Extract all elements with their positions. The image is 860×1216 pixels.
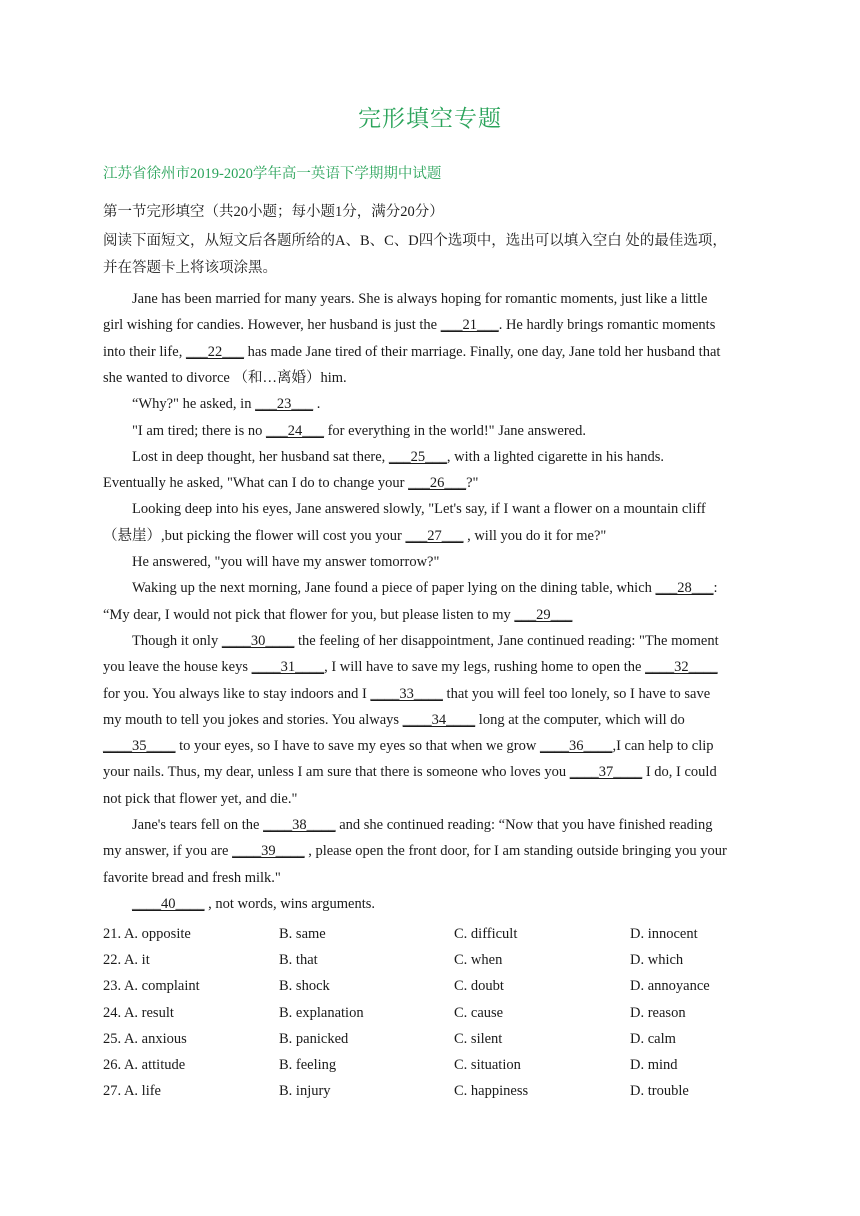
answer-blank: ___28___ bbox=[655, 580, 714, 596]
answer-blank: ____38____ bbox=[263, 817, 336, 833]
passage-line bbox=[132, 394, 792, 414]
option-c: C. silent bbox=[454, 1031, 503, 1047]
option-c: C. cause bbox=[454, 1005, 504, 1021]
answer-blank: ___27___ bbox=[405, 528, 464, 544]
passage-line bbox=[132, 631, 792, 651]
passage-text: Looking deep into his eyes, Jane answered slowly, "Let's say, if I want a flower on a mountain cliff bbox=[132, 501, 706, 517]
passage-line bbox=[132, 421, 792, 441]
passage-text: has made Jane tired of their marriage. Finally, one day, Jane told her husband that bbox=[243, 344, 721, 360]
option-d: D. trouble bbox=[630, 1083, 689, 1099]
passage-line bbox=[132, 894, 792, 914]
option-d: D. annoyance bbox=[630, 978, 710, 994]
answer-blank: ____35____ bbox=[103, 738, 176, 754]
option-d: D. reason bbox=[630, 1005, 686, 1021]
passage-text: my answer, if you are bbox=[103, 843, 233, 859]
passage-line bbox=[132, 499, 792, 519]
passage-text: , I will have to save my legs, rushing home to open the bbox=[324, 659, 646, 675]
instructions-line-2: 并在答题卡上将该项涂黑。 bbox=[103, 260, 277, 276]
passage-text: into their life, bbox=[103, 344, 186, 360]
option-row bbox=[103, 1081, 763, 1101]
option-a: 26. A. attitude bbox=[103, 1057, 186, 1073]
passage-text: Jane's tears fell on the bbox=[132, 817, 264, 833]
option-d: D. mind bbox=[630, 1057, 678, 1073]
option-c: C. happiness bbox=[454, 1083, 529, 1099]
answer-blank: ____39____ bbox=[232, 843, 305, 859]
passage-line bbox=[103, 342, 763, 362]
answer-blank: ___29___ bbox=[514, 607, 573, 623]
option-b: B. shock bbox=[279, 978, 330, 994]
option-c: C. situation bbox=[454, 1057, 521, 1073]
option-b: B. explanation bbox=[279, 1005, 364, 1021]
option-b: B. injury bbox=[279, 1083, 331, 1099]
option-row bbox=[103, 976, 763, 996]
answer-blank: ____34____ bbox=[402, 712, 476, 728]
passage-text: ,I can help to clip bbox=[612, 738, 714, 754]
option-b: B. feeling bbox=[279, 1057, 337, 1073]
option-c: C. difficult bbox=[454, 926, 518, 942]
passage-text: Though it only bbox=[132, 633, 222, 649]
option-row bbox=[103, 924, 763, 944]
passage-text: , will you do it for me?" bbox=[463, 528, 607, 544]
answer-blank: ___22___ bbox=[185, 344, 244, 360]
answer-blank: ___23___ bbox=[255, 396, 314, 412]
option-c: C. doubt bbox=[454, 978, 504, 994]
passage-text: （悬崖）,but picking the flower will cost you your bbox=[103, 528, 406, 544]
passage-text: . He hardly brings romantic moments bbox=[498, 317, 716, 333]
passage-line bbox=[132, 552, 792, 572]
option-c: C. when bbox=[454, 952, 503, 968]
passage-text: Jane has been married for many years. She is always hoping for romantic moments, just like a little bbox=[132, 291, 708, 307]
passage-line bbox=[103, 710, 763, 730]
passage-line bbox=[103, 605, 763, 625]
option-a: 22. A. it bbox=[103, 952, 150, 968]
passage-line bbox=[132, 815, 792, 835]
passage-text: "I am tired; there is no bbox=[132, 423, 266, 439]
passage-line bbox=[103, 526, 763, 546]
option-a: 27. A. life bbox=[103, 1083, 161, 1099]
passage-line bbox=[132, 578, 792, 598]
page-title: 完形填空专题 bbox=[358, 106, 502, 131]
answer-blank: ____30____ bbox=[221, 633, 295, 649]
option-b: B. that bbox=[279, 952, 318, 968]
answer-blank: ___25___ bbox=[388, 449, 447, 465]
answer-blank: ____37____ bbox=[569, 764, 643, 780]
passage-text: Eventually he asked, "What can I do to change your bbox=[103, 475, 409, 491]
passage-text: that you will feel too lonely, so I have to save bbox=[442, 686, 711, 702]
answer-blank: ____40____ bbox=[132, 896, 205, 912]
passage-line bbox=[103, 657, 763, 677]
option-d: D. innocent bbox=[630, 926, 698, 942]
answer-blank: ____36____ bbox=[539, 738, 613, 754]
passage-line bbox=[103, 473, 763, 493]
passage-text: favorite bread and fresh milk." bbox=[103, 870, 281, 886]
instructions-line-1: 阅读下面短文，从短文后各题所给的A、B、C、D四个选项中，选出可以填入空白 处的最佳选项， bbox=[103, 233, 727, 249]
passage-text: He answered, "you will have my answer tomorrow?" bbox=[132, 554, 440, 570]
passage-text: for everything in the world!" Jane answered. bbox=[323, 423, 586, 439]
passage-line bbox=[103, 868, 763, 888]
passage-line bbox=[103, 315, 763, 335]
option-row bbox=[103, 950, 763, 970]
passage-text: not pick that flower yet, and die." bbox=[103, 791, 298, 807]
passage-line bbox=[132, 289, 792, 309]
option-row bbox=[103, 1029, 763, 1049]
answer-blank: ____31____ bbox=[251, 659, 325, 675]
passage-text: long at the computer, which will do bbox=[475, 712, 685, 728]
passage-text: , not words, wins arguments. bbox=[204, 896, 376, 912]
passage-text: I do, I could bbox=[642, 764, 717, 780]
option-row bbox=[103, 1055, 763, 1075]
passage-text: Lost in deep thought, her husband sat there, bbox=[132, 449, 389, 465]
passage-text: my mouth to tell you jokes and stories. You always bbox=[103, 712, 403, 728]
passage-text: she wanted to divorce （和…离婚）him. bbox=[103, 370, 347, 386]
passage-text: “My dear, I would not pick that flower for you, but please listen to my bbox=[103, 607, 515, 623]
passage-text: “Why?" he asked, in bbox=[132, 396, 256, 412]
passage-text: and she continued reading: “Now that you have finished reading bbox=[335, 817, 713, 833]
option-b: B. panicked bbox=[279, 1031, 349, 1047]
passage-line bbox=[103, 736, 763, 756]
passage-text: the feeling of her disappointment, Jane continued reading: "The moment bbox=[294, 633, 719, 649]
answer-blank: ____32____ bbox=[645, 659, 718, 675]
option-b: B. same bbox=[279, 926, 326, 942]
passage-text: , with a lighted cigarette in his hands. bbox=[446, 449, 664, 465]
section-heading: 第一节完形填空（共20小题；每小题1分，满分20分） bbox=[103, 204, 444, 220]
passage-text: Waking up the next morning, Jane found a piece of paper lying on the dining table, which bbox=[132, 580, 656, 596]
answer-blank: ___26___ bbox=[408, 475, 467, 491]
passage-line bbox=[103, 684, 763, 704]
exam-source-subtitle: 江苏省徐州市2019-2020学年高一英语下学期期中试题 bbox=[103, 166, 442, 182]
passage-text: you leave the house keys bbox=[103, 659, 252, 675]
option-row bbox=[103, 1003, 763, 1023]
passage-text: to your eyes, so I have to save my eyes so that when we grow bbox=[175, 738, 540, 754]
option-d: D. which bbox=[630, 952, 684, 968]
answer-blank: ___24___ bbox=[265, 423, 324, 439]
option-a: 25. A. anxious bbox=[103, 1031, 187, 1047]
option-a: 23. A. complaint bbox=[103, 978, 200, 994]
option-a: 24. A. result bbox=[103, 1005, 174, 1021]
passage-text: your nails. Thus, my dear, unless I am sure that there is someone who loves you bbox=[103, 764, 570, 780]
option-d: D. calm bbox=[630, 1031, 676, 1047]
passage-line bbox=[132, 447, 792, 467]
answer-blank: ___21___ bbox=[440, 317, 499, 333]
passage-line bbox=[103, 841, 763, 861]
passage-text: for you. You always like to stay indoors and I bbox=[103, 686, 371, 702]
option-a: 21. A. opposite bbox=[103, 926, 191, 942]
passage-text: ?" bbox=[466, 475, 479, 491]
passage-text: : bbox=[713, 580, 718, 596]
passage-text: , please open the front door, for I am standing outside bringing you your bbox=[304, 843, 727, 859]
passage-text: girl wishing for candies. However, her husband is just the bbox=[103, 317, 441, 333]
answer-blank: ____33____ bbox=[370, 686, 443, 702]
passage-text: . bbox=[313, 396, 321, 412]
passage-line bbox=[103, 368, 763, 388]
passage-line bbox=[103, 789, 763, 809]
passage-line bbox=[103, 762, 763, 782]
